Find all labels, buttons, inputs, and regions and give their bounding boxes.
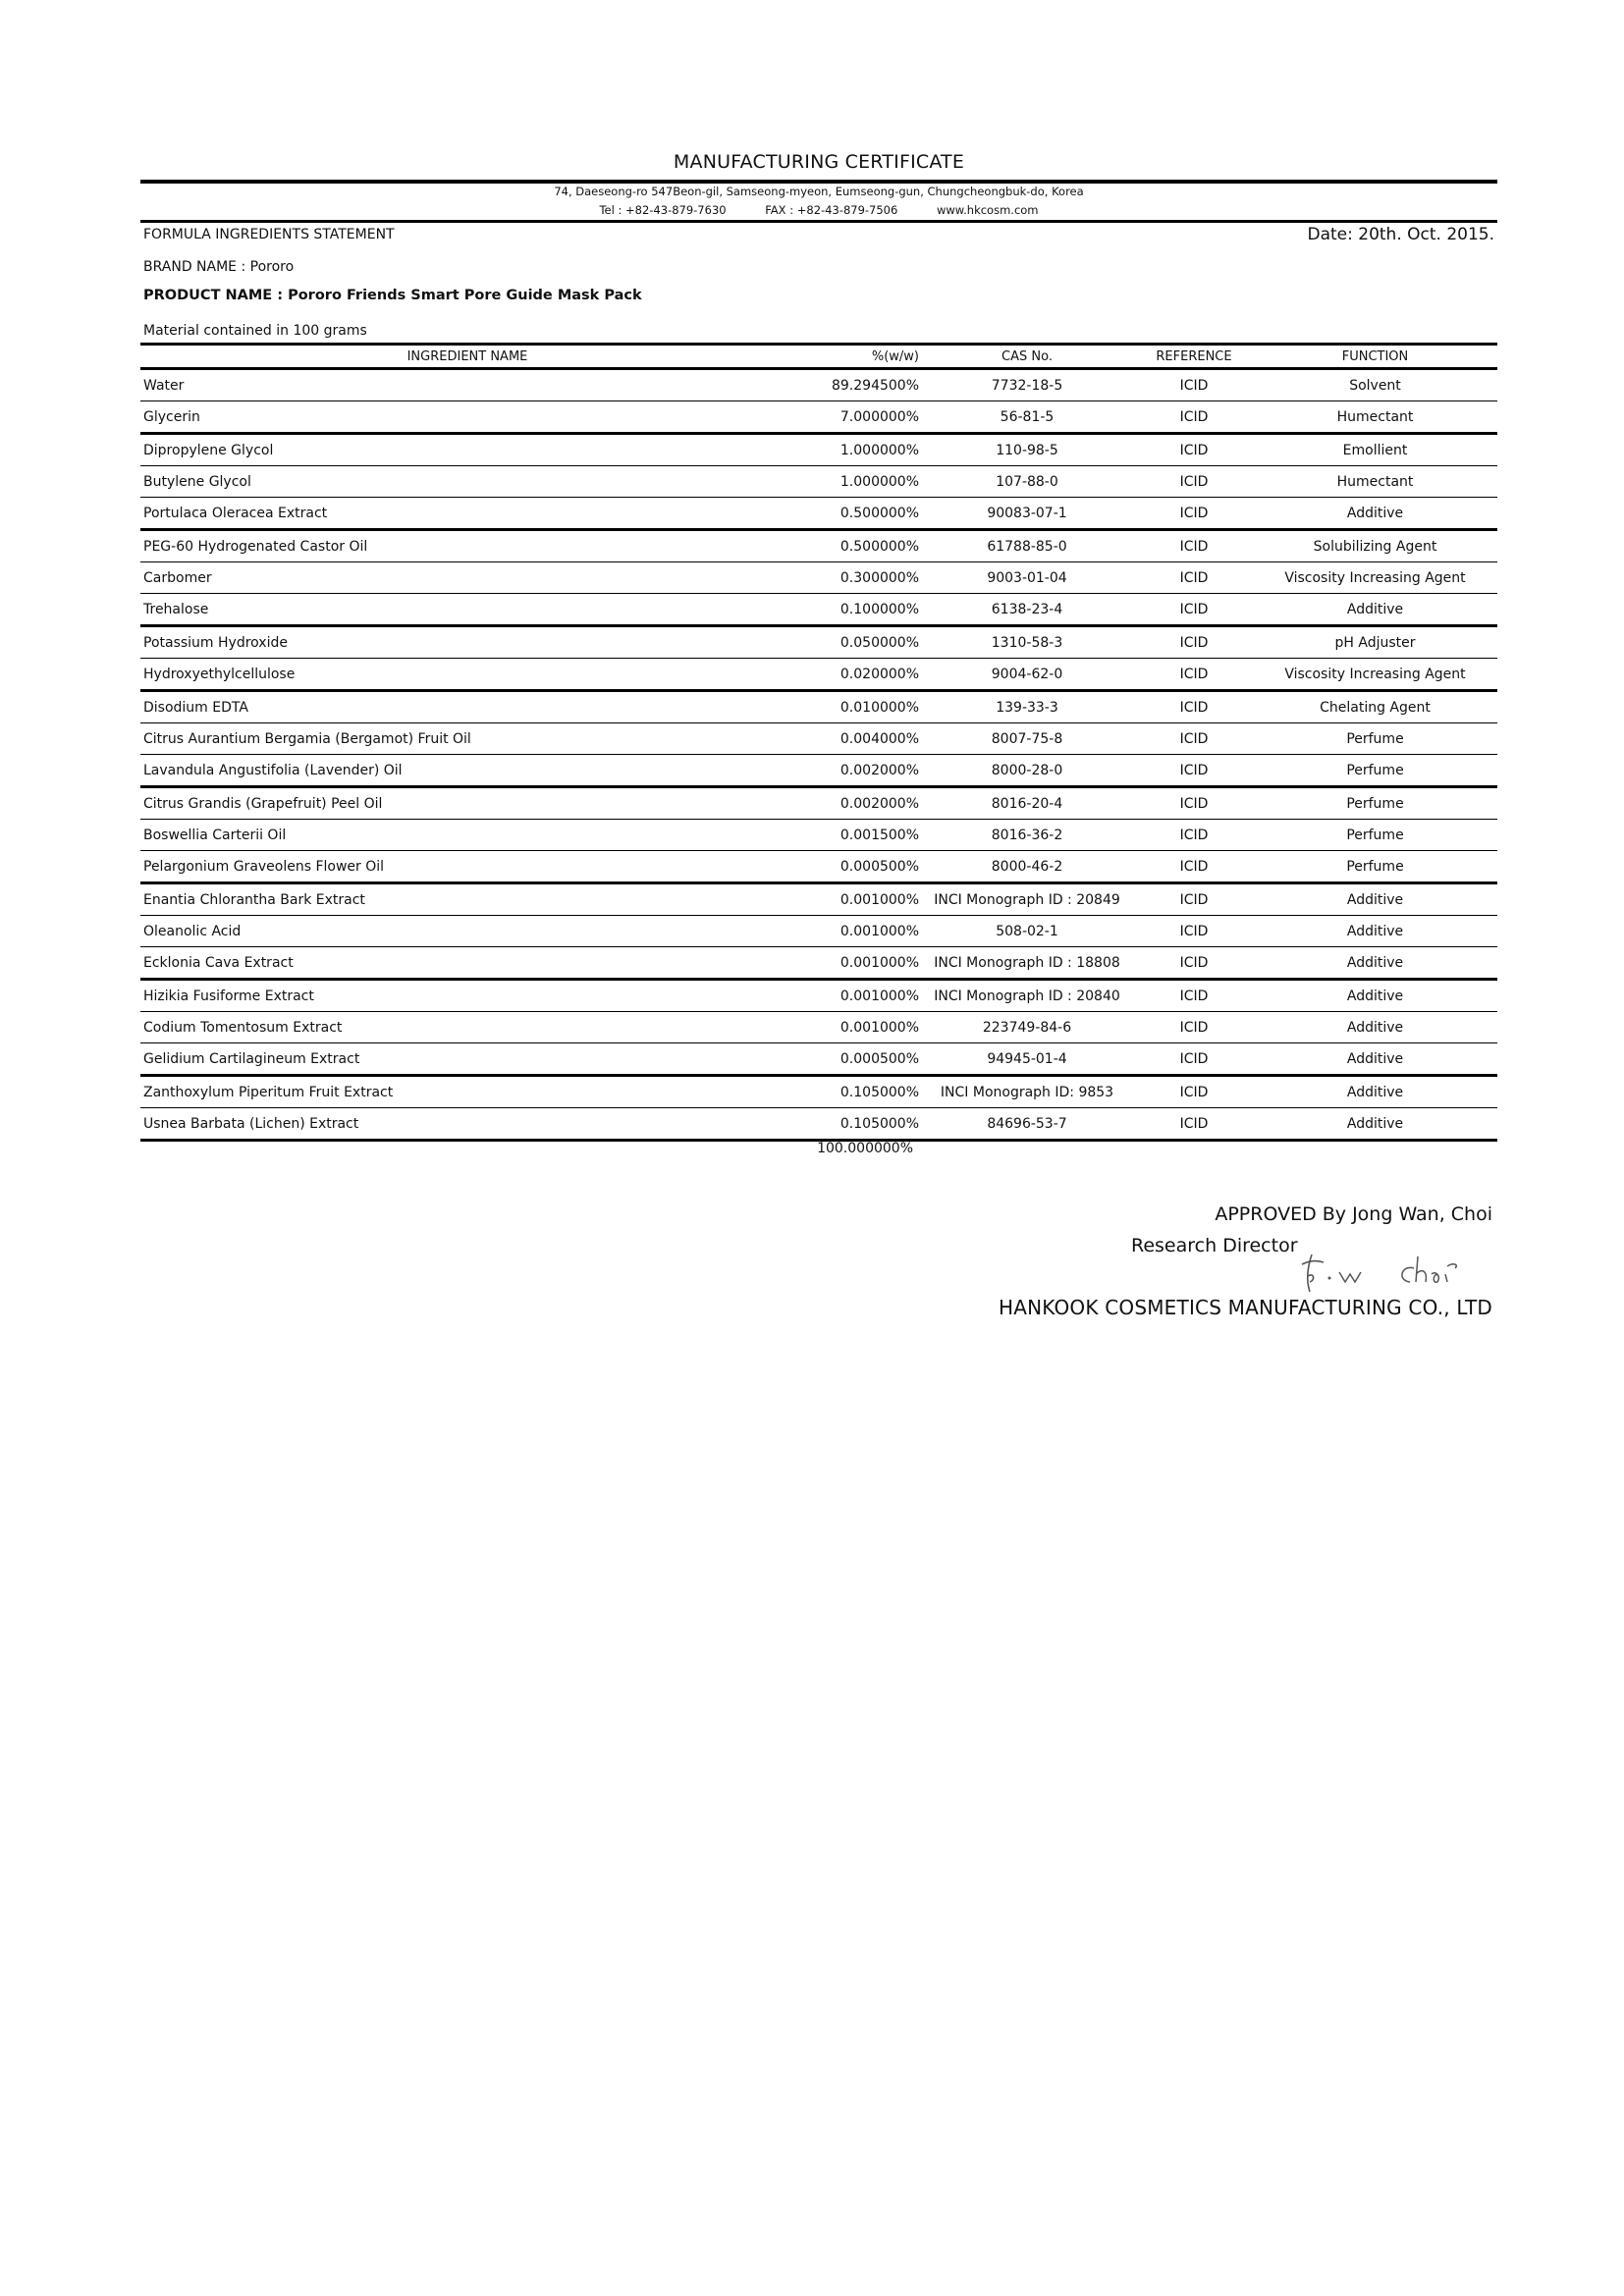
percent-cell: 0.001000%: [791, 916, 919, 947]
function-cell: Solvent: [1253, 369, 1497, 401]
percent-cell: 0.100000%: [791, 594, 919, 626]
cas-number-cell: 8000-28-0: [919, 755, 1135, 787]
ingredient-name-cell: Ecklonia Cava Extract: [140, 947, 791, 980]
reference-cell: ICID: [1135, 659, 1253, 691]
cas-number-cell: 8016-20-4: [919, 787, 1135, 820]
table-row: [140, 723, 1497, 755]
function-cell: Perfume: [1253, 723, 1497, 755]
table-row: [140, 626, 1497, 659]
percent-cell: 0.004000%: [791, 723, 919, 755]
cas-number-cell: INCI Monograph ID : 20840: [919, 980, 1135, 1012]
company-address: 74, Daeseong-ro 547Beon-gil, Samseong-myeon, Eumseong-gun, Chungcheongbuk-do, Korea: [554, 185, 1084, 198]
function-cell: Humectant: [1253, 401, 1497, 434]
percent-cell: 0.000500%: [791, 851, 919, 883]
reference-cell: ICID: [1135, 691, 1253, 723]
table-row: [140, 1043, 1497, 1076]
percent-cell: 0.002000%: [791, 755, 919, 787]
function-cell: Perfume: [1253, 787, 1497, 820]
reference-cell: ICID: [1135, 916, 1253, 947]
ingredient-name-cell: Hizikia Fusiforme Extract: [140, 980, 791, 1012]
function-cell: Additive: [1253, 980, 1497, 1012]
reference-cell: ICID: [1135, 401, 1253, 434]
reference-cell: ICID: [1135, 466, 1253, 498]
cas-number-cell: 90083-07-1: [919, 498, 1135, 530]
material-note: Material contained in 100 grams: [143, 323, 367, 339]
function-cell: Chelating Agent: [1253, 691, 1497, 723]
total-percent: 100.000000%: [817, 1141, 913, 1156]
percent-cell: 1.000000%: [791, 466, 919, 498]
reference-cell: ICID: [1135, 626, 1253, 659]
percent-cell: 0.001000%: [791, 947, 919, 980]
statement-date: Date: 20th. Oct. 2015.: [1307, 225, 1494, 244]
function-cell: Additive: [1253, 1012, 1497, 1043]
percent-cell: 0.001000%: [791, 980, 919, 1012]
reference-cell: ICID: [1135, 1076, 1253, 1108]
cas-number-cell: 508-02-1: [919, 916, 1135, 947]
reference-cell: ICID: [1135, 1043, 1253, 1076]
function-cell: pH Adjuster: [1253, 626, 1497, 659]
product-name: PRODUCT NAME : Pororo Friends Smart Pore Guide Mask Pack: [143, 288, 642, 303]
approver-title: Research Director: [1131, 1235, 1298, 1256]
cas-number-cell: 8016-36-2: [919, 820, 1135, 851]
table-row: [140, 787, 1497, 820]
table-row: [140, 691, 1497, 723]
reference-cell: ICID: [1135, 980, 1253, 1012]
function-cell: Perfume: [1253, 820, 1497, 851]
reference-cell: ICID: [1135, 723, 1253, 755]
table-row: [140, 659, 1497, 691]
table-body: [140, 369, 1497, 1141]
ingredients-table: [140, 343, 1497, 1142]
table-row: [140, 562, 1497, 594]
reference-cell: ICID: [1135, 562, 1253, 594]
signature-image: [1294, 1247, 1490, 1296]
website-link: www.hkcosm.com: [936, 203, 1039, 217]
reference-cell: ICID: [1135, 755, 1253, 787]
statement-heading: FORMULA INGREDIENTS STATEMENT: [143, 227, 395, 242]
reference-cell: ICID: [1135, 498, 1253, 530]
cas-number-cell: 139-33-3: [919, 691, 1135, 723]
percent-cell: 0.105000%: [791, 1076, 919, 1108]
percent-cell: 0.105000%: [791, 1108, 919, 1141]
function-cell: Additive: [1253, 594, 1497, 626]
approved-by: APPROVED By Jong Wan, Choi: [1215, 1203, 1492, 1225]
cas-number-cell: 8007-75-8: [919, 723, 1135, 755]
percent-cell: 0.010000%: [791, 691, 919, 723]
ingredient-name-cell: Trehalose: [140, 594, 791, 626]
function-cell: Humectant: [1253, 466, 1497, 498]
table-row: [140, 1108, 1497, 1141]
reference-cell: ICID: [1135, 530, 1253, 562]
function-cell: Emollient: [1253, 434, 1497, 466]
ingredient-name-cell: Boswellia Carterii Oil: [140, 820, 791, 851]
table-row: [140, 820, 1497, 851]
reference-cell: ICID: [1135, 883, 1253, 916]
column-header-cas: CAS No.: [919, 345, 1135, 369]
percent-cell: 0.300000%: [791, 562, 919, 594]
ingredient-name-cell: Carbomer: [140, 562, 791, 594]
percent-cell: 0.001000%: [791, 1012, 919, 1043]
cas-number-cell: INCI Monograph ID : 20849: [919, 883, 1135, 916]
function-cell: Additive: [1253, 916, 1497, 947]
ingredient-name-cell: Water: [140, 369, 791, 401]
percent-cell: 0.002000%: [791, 787, 919, 820]
ingredient-name-cell: Citrus Grandis (Grapefruit) Peel Oil: [140, 787, 791, 820]
cas-number-cell: 6138-23-4: [919, 594, 1135, 626]
cas-number-cell: 61788-85-0: [919, 530, 1135, 562]
ingredient-name-cell: Butylene Glycol: [140, 466, 791, 498]
cas-number-cell: INCI Monograph ID : 18808: [919, 947, 1135, 980]
percent-cell: 0.500000%: [791, 530, 919, 562]
ingredient-name-cell: Potassium Hydroxide: [140, 626, 791, 659]
header-divider-bottom: [140, 220, 1497, 223]
cas-number-cell: 84696-53-7: [919, 1108, 1135, 1141]
ingredient-name-cell: Dipropylene Glycol: [140, 434, 791, 466]
ingredient-name-cell: Usnea Barbata (Lichen) Extract: [140, 1108, 791, 1141]
ingredient-name-cell: Glycerin: [140, 401, 791, 434]
ingredient-name-cell: Lavandula Angustifolia (Lavender) Oil: [140, 755, 791, 787]
table-row: [140, 401, 1497, 434]
percent-cell: 0.000500%: [791, 1043, 919, 1076]
function-cell: Viscosity Increasing Agent: [1253, 562, 1497, 594]
cas-number-cell: 56-81-5: [919, 401, 1135, 434]
header-divider: [140, 180, 1497, 184]
function-cell: Additive: [1253, 883, 1497, 916]
ingredient-name-cell: Gelidium Cartilagineum Extract: [140, 1043, 791, 1076]
column-header-reference: REFERENCE: [1135, 345, 1253, 369]
function-cell: Additive: [1253, 498, 1497, 530]
fax-number: FAX : +82-43-879-7506: [765, 203, 898, 217]
table-row: [140, 1076, 1497, 1108]
reference-cell: ICID: [1135, 369, 1253, 401]
reference-cell: ICID: [1135, 820, 1253, 851]
table-row: [140, 466, 1497, 498]
ingredient-name-cell: Oleanolic Acid: [140, 916, 791, 947]
cas-number-cell: 9004-62-0: [919, 659, 1135, 691]
reference-cell: ICID: [1135, 1108, 1253, 1141]
table-row: [140, 755, 1497, 787]
function-cell: Additive: [1253, 1076, 1497, 1108]
function-cell: Additive: [1253, 1043, 1497, 1076]
ingredient-name-cell: Portulaca Oleracea Extract: [140, 498, 791, 530]
brand-name: BRAND NAME : Pororo: [143, 259, 295, 275]
ingredient-name-cell: Citrus Aurantium Bergamia (Bergamot) Fruit Oil: [140, 723, 791, 755]
column-header-percent: %(w/w): [791, 345, 919, 369]
reference-cell: ICID: [1135, 947, 1253, 980]
percent-cell: 0.001000%: [791, 883, 919, 916]
function-cell: Solubilizing Agent: [1253, 530, 1497, 562]
ingredient-name-cell: Disodium EDTA: [140, 691, 791, 723]
contact-line: [140, 203, 1497, 217]
percent-cell: 89.294500%: [791, 369, 919, 401]
table-row: [140, 434, 1497, 466]
cas-number-cell: 1310-58-3: [919, 626, 1135, 659]
percent-cell: 7.000000%: [791, 401, 919, 434]
ingredient-name-cell: Codium Tomentosum Extract: [140, 1012, 791, 1043]
reference-cell: ICID: [1135, 851, 1253, 883]
cas-number-cell: 107-88-0: [919, 466, 1135, 498]
function-cell: Viscosity Increasing Agent: [1253, 659, 1497, 691]
function-cell: Additive: [1253, 947, 1497, 980]
cas-number-cell: 223749-84-6: [919, 1012, 1135, 1043]
table-row: [140, 1012, 1497, 1043]
cas-number-cell: 7732-18-5: [919, 369, 1135, 401]
cas-number-cell: 8000-46-2: [919, 851, 1135, 883]
percent-cell: 0.500000%: [791, 498, 919, 530]
table-row: [140, 851, 1497, 883]
function-cell: Additive: [1253, 1108, 1497, 1141]
function-cell: Perfume: [1253, 851, 1497, 883]
table-row: [140, 498, 1497, 530]
table-row: [140, 916, 1497, 947]
company-name: HANKOOK COSMETICS MANUFACTURING CO., LTD: [998, 1296, 1492, 1319]
table-row: [140, 594, 1497, 626]
percent-cell: 0.050000%: [791, 626, 919, 659]
table-row: [140, 369, 1497, 401]
percent-cell: 1.000000%: [791, 434, 919, 466]
table-row: [140, 980, 1497, 1012]
ingredient-name-cell: Pelargonium Graveolens Flower Oil: [140, 851, 791, 883]
percent-cell: 0.020000%: [791, 659, 919, 691]
reference-cell: ICID: [1135, 787, 1253, 820]
cas-number-cell: 9003-01-04: [919, 562, 1135, 594]
function-cell: Perfume: [1253, 755, 1497, 787]
column-header-ingredient: INGREDIENT NAME: [140, 345, 791, 369]
cas-number-cell: 110-98-5: [919, 434, 1135, 466]
column-header-function: FUNCTION: [1253, 345, 1497, 369]
ingredient-name-cell: PEG-60 Hydrogenated Castor Oil: [140, 530, 791, 562]
cas-number-cell: 94945-01-4: [919, 1043, 1135, 1076]
percent-cell: 0.001500%: [791, 820, 919, 851]
ingredient-name-cell: Enantia Chlorantha Bark Extract: [140, 883, 791, 916]
reference-cell: ICID: [1135, 1012, 1253, 1043]
cas-number-cell: INCI Monograph ID: 9853: [919, 1076, 1135, 1108]
ingredient-name-cell: Hydroxyethylcellulose: [140, 659, 791, 691]
ingredient-name-cell: Zanthoxylum Piperitum Fruit Extract: [140, 1076, 791, 1108]
table-row: [140, 883, 1497, 916]
tel-number: Tel : +82-43-879-7630: [599, 203, 727, 217]
table-row: [140, 530, 1497, 562]
reference-cell: ICID: [1135, 594, 1253, 626]
document-title: MANUFACTURING CERTIFICATE: [673, 151, 965, 173]
reference-cell: ICID: [1135, 434, 1253, 466]
table-header-row: [140, 345, 1497, 369]
table-row: [140, 947, 1497, 980]
